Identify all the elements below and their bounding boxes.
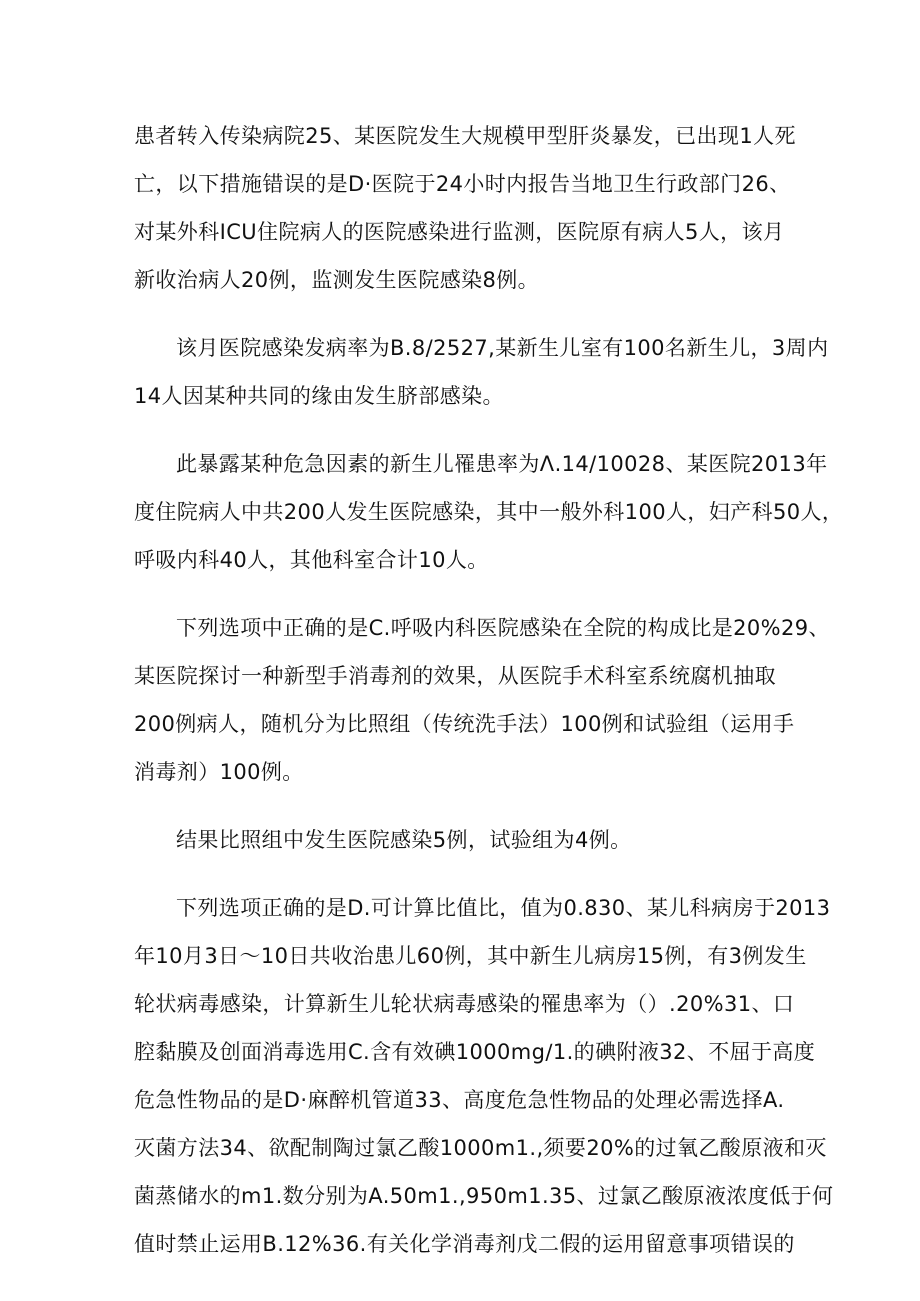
text-line: 消毒剂）100例。 [134,760,304,784]
text-line: 呼吸内科40人，其他科室合计10人。 [134,548,489,572]
text-line: 亡，以下措施错误的是D·医院于24小时内报告当地卫生行政部门26、 [134,172,791,196]
text-line: 度住院病人中共200人发生医院感染，其中一般外科100人，妇产科50人， [134,500,844,524]
text-line: 某医院探讨一种新型手消毒剂的效果，从医院手术科室系统腐机抽取 [134,664,776,688]
text-line: 此暴露某种危急因素的新生儿罹患率为Λ.14/10028、某医院2013年 [176,452,828,476]
text-line: 年10月3日～10日共收治患儿60例，其中新生儿病房15例，有3例发生 [134,944,807,968]
text-line: 200例病人，随机分为比照组（传统洗手法）100例和试验组（运用手 [134,712,795,736]
text-line: 腔黏膜及创面消毒选用C.含有效碘1000mg∕1.的碘附液32、不屈于高度 [134,1040,816,1064]
text-line: 值时禁止运用B.12%36.有关化学消毒剂戊二假的运用留意事项错误的 [134,1232,795,1256]
text-line: 轮状病毒感染，计算新生儿轮状病毒感染的罹患率为（）.20%31、口 [134,992,795,1016]
document-body [134,112,844,1268]
text-line: 结果比照组中发生医院感染5例，试验组为4例。 [176,828,632,852]
text-line: 新收治病人20例，监测发生医院感染8例。 [134,268,540,292]
text-line: 下列选项中正确的是C.呼吸内科医院感染在全院的构成比是20%29、 [176,616,830,640]
text-line: 下列选项正确的是D.可计算比值比，值为0.830、某儿科病房于2013 [176,896,831,920]
text-line: 14人因某种共同的缘由发生脐部感染。 [134,384,504,408]
text-line: 菌蒸储水的m1.数分别为A.50m1.,950m1.35、过氯乙酸原液浓度低于何 [134,1184,834,1208]
text-line: 患者转入传染病院25、某医院发生大规模甲型肝炎暴发，已出现1人死 [134,124,796,148]
text-line: 该月医院感染发病率为B.8/2527,某新生儿室有100名新生儿，3周内 [176,336,829,360]
text-line: 灭菌方法34、欲配制陶过氯乙酸1000m1.,须要20%的过氧乙酸原液和灭 [134,1136,827,1160]
text-line: 对某外科ICU住院病人的医院感染进行监测，医院原有病人5人，该月 [134,220,785,244]
text-line: 危急性物品的是D·麻醉机管道33、高度危急性物品的处理必需选择A. [134,1088,785,1112]
